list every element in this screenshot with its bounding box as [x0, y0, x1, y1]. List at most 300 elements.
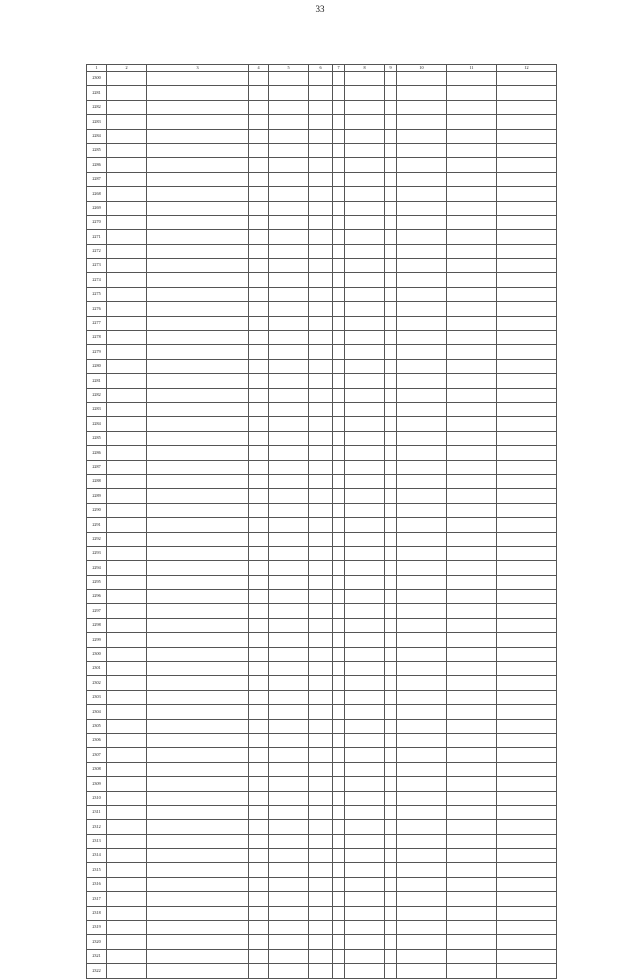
table-cell: [249, 316, 269, 330]
row-number-cell: 2287: [87, 460, 107, 474]
table-row: [87, 431, 557, 445]
table-cell: [385, 359, 397, 373]
table-cell: [385, 820, 397, 834]
table-cell: [249, 100, 269, 114]
table-cell: [447, 115, 497, 129]
table-cell: [249, 503, 269, 517]
table-row: [87, 820, 557, 834]
table-cell: [107, 402, 147, 416]
table-cell: [147, 187, 249, 201]
table-cell: [309, 431, 333, 445]
table-cell: [309, 72, 333, 86]
table-cell: [345, 331, 385, 345]
table-cell: [333, 748, 345, 762]
table-row: [87, 518, 557, 532]
table-cell: [385, 532, 397, 546]
table-cell: [345, 590, 385, 604]
table-cell: [345, 388, 385, 402]
table-cell: [447, 331, 497, 345]
table-cell: [147, 489, 249, 503]
table-cell: [333, 590, 345, 604]
row-number-cell: 2285: [87, 431, 107, 445]
table-row: [87, 791, 557, 805]
table-cell: [107, 273, 147, 287]
table-cell: [249, 964, 269, 978]
table-cell: [345, 230, 385, 244]
table-cell: [397, 604, 447, 618]
table-cell: [309, 503, 333, 517]
row-number-cell: 2287: [87, 172, 107, 186]
table-cell: [333, 287, 345, 301]
table-cell: [107, 215, 147, 229]
table-cell: [385, 921, 397, 935]
table-cell: [497, 964, 557, 978]
column-header: 9: [385, 65, 397, 72]
table-cell: [497, 590, 557, 604]
column-header: 6: [309, 65, 333, 72]
table-cell: [447, 503, 497, 517]
table-cell: [385, 143, 397, 157]
table-cell: [107, 331, 147, 345]
table-cell: [385, 287, 397, 301]
table-cell: [309, 690, 333, 704]
row-number-cell: 2290: [87, 503, 107, 517]
row-number-cell: 2289: [87, 489, 107, 503]
table-cell: [385, 374, 397, 388]
table-cell: [345, 719, 385, 733]
table-cell: [397, 762, 447, 776]
table-cell: [249, 647, 269, 661]
table-cell: [397, 143, 447, 157]
table-cell: [345, 503, 385, 517]
table-row: [87, 345, 557, 359]
table-cell: [107, 417, 147, 431]
table-cell: [447, 158, 497, 172]
table-cell: [385, 604, 397, 618]
table-cell: [269, 647, 309, 661]
table-row: [87, 892, 557, 906]
row-number-cell: 2275: [87, 287, 107, 301]
table-cell: [447, 676, 497, 690]
table-cell: [249, 143, 269, 157]
table-cell: [147, 86, 249, 100]
table-cell: [385, 201, 397, 215]
table-cell: [333, 949, 345, 963]
table-cell: [397, 474, 447, 488]
table-row: [87, 935, 557, 949]
table-cell: [107, 575, 147, 589]
table-cell: [107, 762, 147, 776]
table-cell: [345, 690, 385, 704]
table-cell: [397, 518, 447, 532]
table-cell: [269, 849, 309, 863]
column-header: 1: [87, 65, 107, 72]
table-cell: [309, 618, 333, 632]
table-cell: [309, 575, 333, 589]
table-cell: [107, 431, 147, 445]
table-cell: [447, 647, 497, 661]
table-cell: [345, 748, 385, 762]
table-cell: [345, 820, 385, 834]
table-row: [87, 287, 557, 301]
table-cell: [397, 662, 447, 676]
row-number-cell: 2278: [87, 331, 107, 345]
table-row: [87, 402, 557, 416]
row-number-cell: 2307: [87, 748, 107, 762]
table-cell: [107, 777, 147, 791]
table-cell: [269, 115, 309, 129]
table-cell: [497, 259, 557, 273]
row-number-cell: 2284: [87, 129, 107, 143]
table-cell: [385, 964, 397, 978]
table-row: [87, 489, 557, 503]
table-cell: [497, 417, 557, 431]
table-cell: [269, 460, 309, 474]
table-cell: [107, 949, 147, 963]
table-cell: [397, 388, 447, 402]
table-cell: [249, 460, 269, 474]
table-cell: [309, 877, 333, 891]
table-row: [87, 849, 557, 863]
table-cell: [249, 287, 269, 301]
table-cell: [147, 143, 249, 157]
table-row: [87, 259, 557, 273]
table-cell: [269, 230, 309, 244]
table-cell: [269, 561, 309, 575]
table-cell: [497, 359, 557, 373]
table-cell: [385, 489, 397, 503]
table-cell: [147, 575, 249, 589]
table-cell: [385, 316, 397, 330]
table-cell: [249, 417, 269, 431]
table-cell: [249, 402, 269, 416]
table-cell: [497, 273, 557, 287]
register-sheet: [86, 64, 556, 979]
table-cell: [447, 72, 497, 86]
table-cell: [447, 374, 497, 388]
table-cell: [269, 302, 309, 316]
table-cell: [397, 287, 447, 301]
table-cell: [385, 244, 397, 258]
row-number-cell: 2274: [87, 273, 107, 287]
table-cell: [309, 273, 333, 287]
table-cell: [345, 259, 385, 273]
table-cell: [333, 604, 345, 618]
table-row: [87, 460, 557, 474]
table-cell: [249, 733, 269, 747]
table-cell: [249, 719, 269, 733]
table-cell: [447, 590, 497, 604]
table-cell: [309, 460, 333, 474]
table-cell: [269, 877, 309, 891]
table-cell: [345, 374, 385, 388]
table-cell: [447, 86, 497, 100]
table-cell: [333, 374, 345, 388]
table-cell: [249, 201, 269, 215]
table-cell: [497, 331, 557, 345]
table-cell: [269, 489, 309, 503]
table-cell: [107, 820, 147, 834]
table-cell: [309, 86, 333, 100]
table-cell: [309, 762, 333, 776]
table-cell: [249, 86, 269, 100]
table-cell: [333, 129, 345, 143]
table-row: [87, 244, 557, 258]
row-number-cell: 2301: [87, 662, 107, 676]
table-cell: [345, 172, 385, 186]
table-cell: [345, 474, 385, 488]
table-cell: [107, 805, 147, 819]
table-cell: [107, 892, 147, 906]
table-cell: [497, 849, 557, 863]
table-cell: [107, 647, 147, 661]
row-number-cell: 2283: [87, 115, 107, 129]
table-cell: [345, 316, 385, 330]
table-cell: [447, 805, 497, 819]
table-cell: [497, 244, 557, 258]
table-cell: [147, 345, 249, 359]
table-cell: [249, 892, 269, 906]
table-cell: [447, 892, 497, 906]
table-row: [87, 705, 557, 719]
row-number-cell: 2295: [87, 575, 107, 589]
table-cell: [447, 561, 497, 575]
row-number-cell: 2281: [87, 374, 107, 388]
table-cell: [147, 72, 249, 86]
table-cell: [397, 849, 447, 863]
table-cell: [345, 733, 385, 747]
table-cell: [447, 964, 497, 978]
table-cell: [249, 474, 269, 488]
table-cell: [447, 618, 497, 632]
row-number-cell: 2294: [87, 561, 107, 575]
table-cell: [309, 791, 333, 805]
row-number-cell: 2311: [87, 805, 107, 819]
table-cell: [249, 331, 269, 345]
table-cell: [497, 72, 557, 86]
table-cell: [309, 820, 333, 834]
table-cell: [497, 921, 557, 935]
table-cell: [269, 633, 309, 647]
table-cell: [309, 604, 333, 618]
table-cell: [385, 676, 397, 690]
table-cell: [309, 359, 333, 373]
table-cell: [249, 921, 269, 935]
table-cell: [497, 100, 557, 114]
table-cell: [333, 273, 345, 287]
table-cell: [147, 561, 249, 575]
table-cell: [269, 201, 309, 215]
table-cell: [345, 762, 385, 776]
table-cell: [249, 359, 269, 373]
row-number-cell: 2268: [87, 187, 107, 201]
table-cell: [397, 590, 447, 604]
table-cell: [269, 604, 309, 618]
table-cell: [249, 762, 269, 776]
table-cell: [309, 115, 333, 129]
table-cell: [397, 877, 447, 891]
table-cell: [269, 805, 309, 819]
table-cell: [107, 345, 147, 359]
table-cell: [497, 503, 557, 517]
table-cell: [333, 201, 345, 215]
table-cell: [497, 561, 557, 575]
table-cell: [147, 949, 249, 963]
table-cell: [269, 172, 309, 186]
table-cell: [107, 143, 147, 157]
table-cell: [385, 187, 397, 201]
table-cell: [345, 446, 385, 460]
table-row: [87, 863, 557, 877]
table-cell: [397, 201, 447, 215]
table-cell: [147, 201, 249, 215]
table-cell: [147, 647, 249, 661]
row-number-cell: 2305: [87, 719, 107, 733]
table-cell: [345, 244, 385, 258]
table-row: [87, 618, 557, 632]
table-cell: [447, 906, 497, 920]
table-cell: [497, 820, 557, 834]
table-row: [87, 72, 557, 86]
table-cell: [147, 863, 249, 877]
table-cell: [385, 719, 397, 733]
table-cell: [107, 374, 147, 388]
table-cell: [309, 201, 333, 215]
table-cell: [345, 345, 385, 359]
table-cell: [385, 446, 397, 460]
table-cell: [345, 302, 385, 316]
table-cell: [397, 431, 447, 445]
table-cell: [333, 863, 345, 877]
table-cell: [309, 417, 333, 431]
table-cell: [447, 100, 497, 114]
table-cell: [249, 345, 269, 359]
table-cell: [147, 158, 249, 172]
table-cell: [333, 100, 345, 114]
table-cell: [269, 733, 309, 747]
table-cell: [107, 287, 147, 301]
table-row: [87, 575, 557, 589]
table-cell: [107, 172, 147, 186]
table-cell: [147, 921, 249, 935]
table-cell: [333, 834, 345, 848]
row-number-cell: 2271: [87, 230, 107, 244]
table-cell: [309, 172, 333, 186]
table-cell: [385, 633, 397, 647]
table-cell: [397, 906, 447, 920]
table-row: [87, 532, 557, 546]
table-cell: [333, 417, 345, 431]
table-cell: [107, 604, 147, 618]
table-cell: [147, 849, 249, 863]
table-cell: [385, 388, 397, 402]
table-cell: [147, 662, 249, 676]
table-cell: [385, 402, 397, 416]
table-cell: [249, 906, 269, 920]
table-cell: [269, 791, 309, 805]
table-cell: [447, 575, 497, 589]
table-cell: [447, 949, 497, 963]
table-cell: [333, 172, 345, 186]
table-cell: [345, 892, 385, 906]
table-cell: [147, 244, 249, 258]
table-cell: [309, 302, 333, 316]
table-cell: [345, 863, 385, 877]
table-cell: [385, 834, 397, 848]
table-cell: [107, 964, 147, 978]
table-cell: [447, 230, 497, 244]
table-cell: [385, 474, 397, 488]
table-cell: [147, 518, 249, 532]
table-cell: [497, 676, 557, 690]
table-cell: [333, 719, 345, 733]
table-row: [87, 921, 557, 935]
table-cell: [147, 604, 249, 618]
table-row: [87, 964, 557, 978]
table-cell: [447, 662, 497, 676]
table-row: [87, 143, 557, 157]
table-cell: [269, 273, 309, 287]
table-cell: [345, 805, 385, 819]
table-cell: [333, 705, 345, 719]
table-cell: [397, 791, 447, 805]
table-cell: [249, 72, 269, 86]
table-cell: [147, 748, 249, 762]
table-row: [87, 604, 557, 618]
table-cell: [147, 820, 249, 834]
table-cell: [333, 518, 345, 532]
table-cell: [447, 417, 497, 431]
table-row: [87, 474, 557, 488]
table-cell: [497, 158, 557, 172]
table-cell: [309, 331, 333, 345]
table-cell: [269, 834, 309, 848]
table-cell: [497, 172, 557, 186]
table-cell: [447, 733, 497, 747]
table-cell: [269, 417, 309, 431]
table-row: [87, 158, 557, 172]
table-cell: [385, 863, 397, 877]
table-cell: [269, 863, 309, 877]
table-cell: [269, 316, 309, 330]
table-cell: [147, 964, 249, 978]
table-cell: [333, 187, 345, 201]
table-cell: [447, 863, 497, 877]
row-number-cell: 2309: [87, 777, 107, 791]
table-cell: [333, 561, 345, 575]
table-cell: [397, 546, 447, 560]
table-cell: [497, 618, 557, 632]
table-cell: [333, 805, 345, 819]
row-number-cell: 2299: [87, 633, 107, 647]
table-cell: [269, 244, 309, 258]
table-cell: [397, 331, 447, 345]
table-cell: [333, 690, 345, 704]
table-cell: [147, 431, 249, 445]
table-cell: [107, 690, 147, 704]
row-number-cell: 2276: [87, 302, 107, 316]
table-cell: [345, 546, 385, 560]
row-number-cell: 2284: [87, 417, 107, 431]
row-number-cell: 2273: [87, 259, 107, 273]
table-cell: [147, 834, 249, 848]
table-cell: [269, 374, 309, 388]
table-cell: [397, 187, 447, 201]
row-number-cell: 2291: [87, 518, 107, 532]
table-cell: [333, 676, 345, 690]
row-number-cell: 2283: [87, 402, 107, 416]
table-cell: [147, 259, 249, 273]
